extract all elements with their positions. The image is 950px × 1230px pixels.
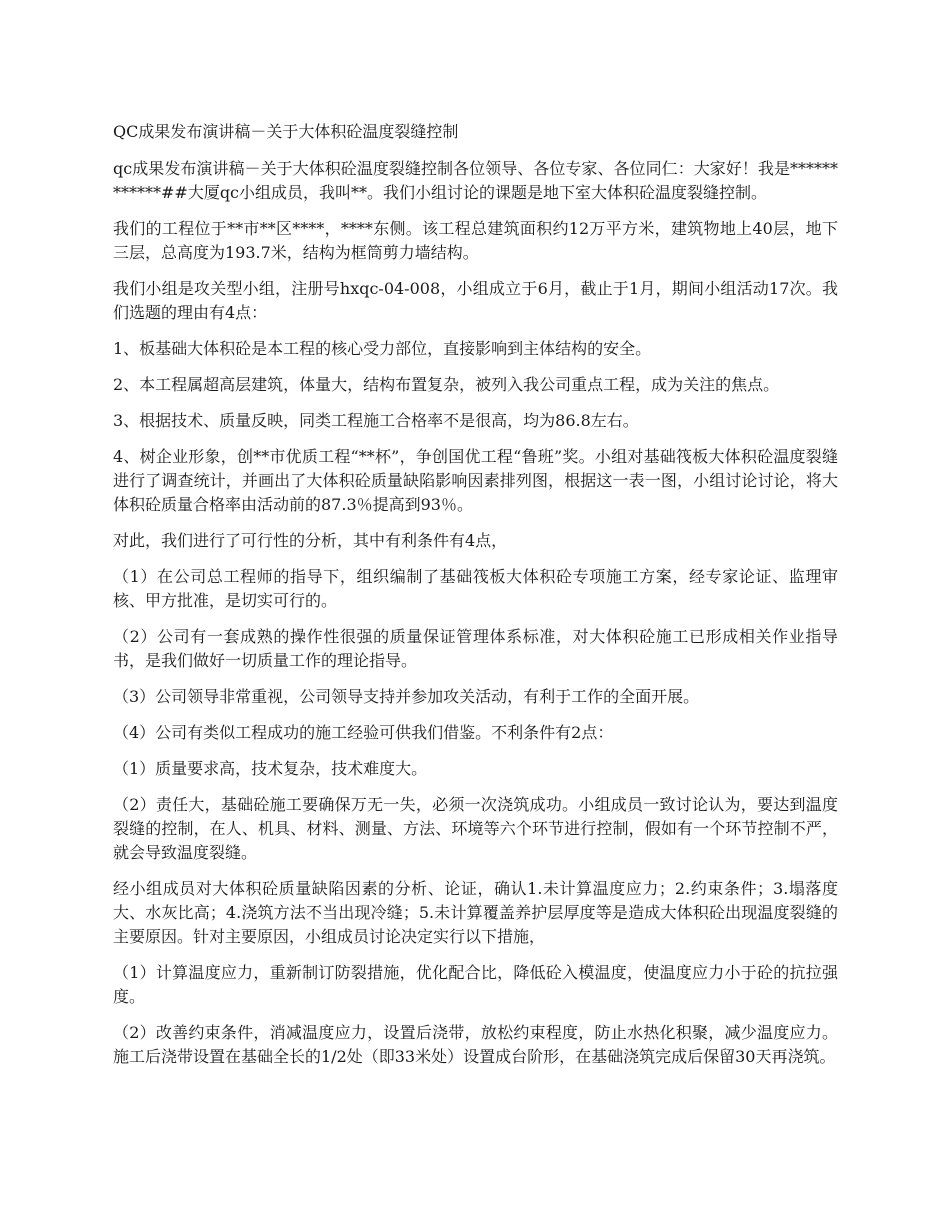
- paragraph-favorable-1: （1）在公司总工程师的指导下，组织编制了基础筏板大体积砼专项施工方案，经专家论证、监理审核、甲方批准，是切实可行的。: [113, 567, 838, 610]
- document-page: [113, 120, 838, 1081]
- paragraph-favorable-3: （3）公司领导非常重视，公司领导支持并参加攻关活动，有利于工作的全面开展。: [113, 687, 700, 706]
- paragraph-unfavorable-1: （1）质量要求高，技术复杂，技术难度大。: [113, 759, 428, 778]
- paragraph-reason-3: 3、根据技术、质量反映，同类工程施工合格率不是很高，均为86.8左右。: [113, 411, 639, 430]
- paragraph-measure-1: （1）计算温度应力，重新制订防裂措施，优化配合比，降低砼入模温度，使温度应力小于砼的抗拉强度。: [113, 963, 838, 1006]
- paragraph-cause-analysis: 经小组成员对大体积砼质量缺陷因素的分析、论证，确认1.未计算温度应力；2.约束条件；3.塌落度大、水灰比高；4.浇筑方法不当出现冷缝；5.未计算覆盖养护层厚度等是造成大体积砼出现温度裂缝的主要原因。针对主要原因，小组成员讨论决定实行以下措施，: [113, 879, 838, 946]
- paragraph-measure-2: （2）改善约束条件，消减温度应力，设置后浇带，放松约束程度，防止水热化积聚，减少温度应力。施工后浇带设置在基础全长的1/2处（即33米处）设置成台阶形，在基础浇筑完成后保留30天再浇筑。: [113, 1023, 838, 1066]
- document-title: QC成果发布演讲稿－关于大体积砼温度裂缝控制: [113, 122, 459, 141]
- paragraph-reason-2: 2、本工程属超高层建筑，体量大，结构布置复杂，被列入我公司重点工程，成为关注的焦点。: [113, 375, 780, 394]
- paragraph-favorable-2: （2）公司有一套成熟的操作性很强的质量保证管理体系标准，对大体积砼施工已形成相关作业指导书，是我们做好一切质量工作的理论指导。: [113, 627, 838, 670]
- paragraph-feasibility: 对此，我们进行了可行性的分析，其中有利条件有4点，: [113, 531, 508, 550]
- paragraph-reason-4: 4、树企业形象，创**市优质工程“**杯”，争创国优工程“鲁班”奖。小组对基础筏板大体积砼温度裂缝进行了调查统计，并画出了大体积砼质量缺陷影响因素排列图，根据这一表一图，小组讨论讨论，将大体积砼质量合格率由活动前的87.3％提高到93％。: [113, 447, 838, 514]
- paragraph-favorable-4: （4）公司有类似工程成功的施工经验可供我们借鉴。不利条件有2点：: [113, 723, 614, 742]
- paragraph-project-location: 我们的工程位于**市**区****，****东侧。该工程总建筑面积约12万平方米，建筑物地上40层，地下三层，总高度为193.7米，结构为框筒剪力墙结构。: [113, 219, 838, 262]
- paragraph-intro: qc成果发布演讲稿－关于大体积砼温度裂缝控制各位领导、各位专家、各位同仁：大家好！我是************##大厦qc小组成员，我叫**。我们小组讨论的课题是地下室大体积砼温度裂缝控制。: [113, 159, 838, 202]
- paragraph-reason-1: 1、板基础大体积砼是本工程的核心受力部位，直接影响到主体结构的安全。: [113, 339, 652, 358]
- paragraph-group-info: 我们小组是攻关型小组，注册号hxqc-04-008，小组成立于6月，截止于1月，期间小组活动17次。我们选题的理由有4点：: [113, 279, 838, 322]
- paragraph-unfavorable-2: （2）责任大，基础砼施工要确保万无一失，必须一次浇筑成功。小组成员一致讨论认为，要达到温度裂缝的控制，在人、机具、材料、测量、方法、环境等六个环节进行控制，假如有一个环节控制不严，就会导致温度裂缝。: [113, 795, 838, 862]
